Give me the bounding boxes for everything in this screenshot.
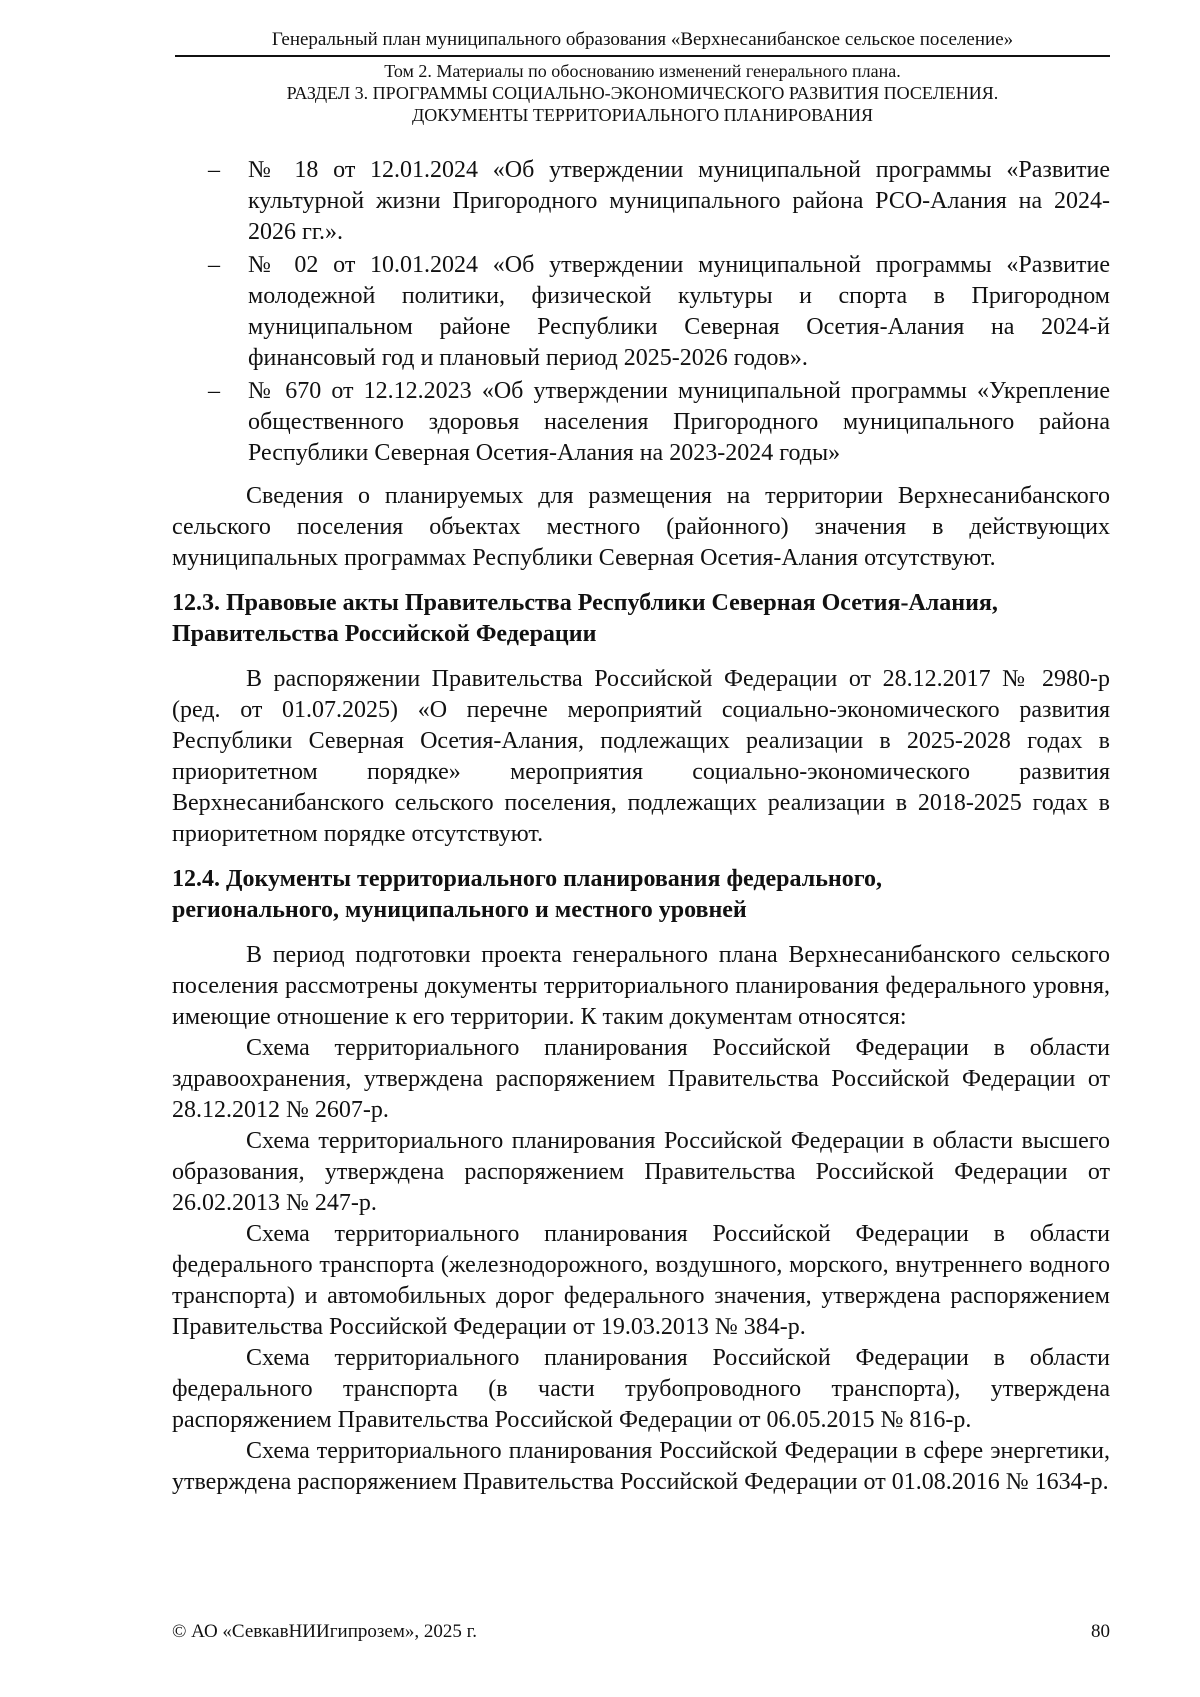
paragraph: Схема территориального планирования Российской Федерации в области высшего образования, утверждена распоряжением Правительства Российской Федерации от 26.02.2013 № 247-р.: [172, 1128, 1110, 1216]
list-item-text: № 18 от 12.01.2024 «Об утверждении муниципальной программы «Развитие культурной жизни Пригородного муниципального района РСО-Алания на 2024-2026 гг.».: [248, 157, 1110, 245]
page-content: [172, 155, 1110, 1498]
page-footer: [172, 1620, 1110, 1650]
list-item-text: № 670 от 12.12.2023 «Об утверждении муниципальной программы «Укрепление общественного здоровья населения Пригородного муниципального района Республики Северная Осетия-Алания на 2023-2024 годы»: [248, 378, 1110, 466]
list-item: [172, 376, 1110, 469]
header-section: РАЗДЕЛ 3. ПРОГРАММЫ СОЦИАЛЬНО-ЭКОНОМИЧЕСКОГО РАЗВИТИЯ ПОСЕЛЕНИЯ.: [286, 83, 999, 103]
section-heading-line: 12.3. Правовые акты Правительства Республики Северная Осетия-Алания,: [172, 590, 998, 616]
paragraph: Сведения о планируемых для размещения на территории Верхнесанибанского сельского поселения объектах местного (районного) значения в действующих муниципальных программах Республики Северная Осетия-Алания отсутствуют.: [172, 483, 1110, 571]
section-heading-12-4: [172, 864, 1072, 926]
header-document-title: Генеральный план муниципального образования «Верхнесанибанское сельское поселение»: [175, 28, 1110, 57]
paragraph: В распоряжении Правительства Российской Федерации от 28.12.2017 № 2980-р (ред. от 01.07.2025) «О перечне мероприятий социально-экономического развития Республики Северная Осетия-Алания, подлежащих реализации в 2025-2028 годах в приоритетном порядке» мероприятия социально-экономического развития Верхнесанибанского сельского поселения, подлежащих реализации в 2018-2025 годах в приоритетном порядке отсутствуют.: [172, 666, 1110, 847]
list-dash: –: [208, 378, 220, 404]
list-dash: –: [208, 252, 220, 278]
paragraph: Схема территориального планирования Российской Федерации в области федерального транспорта (в части трубопроводного транспорта), утверждена распоряжением Правительства Российской Федерации от 06.05.2015 № 816-р.: [172, 1345, 1110, 1433]
header-section-subtitle: ДОКУМЕНТЫ ТЕРРИТОРИАЛЬНОГО ПЛАНИРОВАНИЯ: [412, 105, 873, 125]
program-list: [172, 155, 1110, 469]
paragraph: Схема территориального планирования Российской Федерации в сфере энергетики, утверждена распоряжением Правительства Российской Федерации от 01.08.2016 № 1634-р.: [172, 1438, 1110, 1495]
page-header: [175, 28, 1110, 126]
paragraph: В период подготовки проекта генерального плана Верхнесанибанского сельского поселения рассмотрены документы территориального планирования федерального уровня, имеющие отношение к его территории. К таким документам относятся:: [172, 942, 1110, 1030]
section-heading-line: Правительства Российской Федерации: [172, 621, 597, 647]
section-heading-line: регионального, муниципального и местного уровней: [172, 897, 747, 923]
section-heading-line: 12.4. Документы территориального планирования федерального,: [172, 866, 883, 892]
list-dash: –: [208, 157, 220, 183]
list-item: [172, 250, 1110, 374]
paragraph: Схема территориального планирования Российской Федерации в области здравоохранения, утверждена распоряжением Правительства Российской Федерации от 28.12.2012 № 2607-р.: [172, 1035, 1110, 1123]
header-volume: Том 2. Материалы по обоснованию изменений генерального плана.: [384, 61, 901, 81]
page-number: 80: [1091, 1621, 1110, 1642]
list-item: [172, 155, 1110, 248]
list-item-text: № 02 от 10.01.2024 «Об утверждении муниципальной программы «Развитие молодежной политики, физической культуры и спорта в Пригородном муниципальном районе Республики Северная Осетия-Алания на 2024-й финансовый год и плановый период 2025-2026 годов».: [248, 252, 1110, 371]
footer-copyright: © АО «СевкавНИИгипрозем», 2025 г.: [172, 1621, 477, 1642]
section-heading-12-3: [172, 588, 1072, 650]
paragraph: Схема территориального планирования Российской Федерации в области федерального транспорта (железнодорожного, воздушного, морского, внутреннего водного транспорта) и автомобильных дорог федерального значения, утверждена распоряжением Правительства Российской Федерации от 19.03.2013 № 384-р.: [172, 1221, 1110, 1340]
